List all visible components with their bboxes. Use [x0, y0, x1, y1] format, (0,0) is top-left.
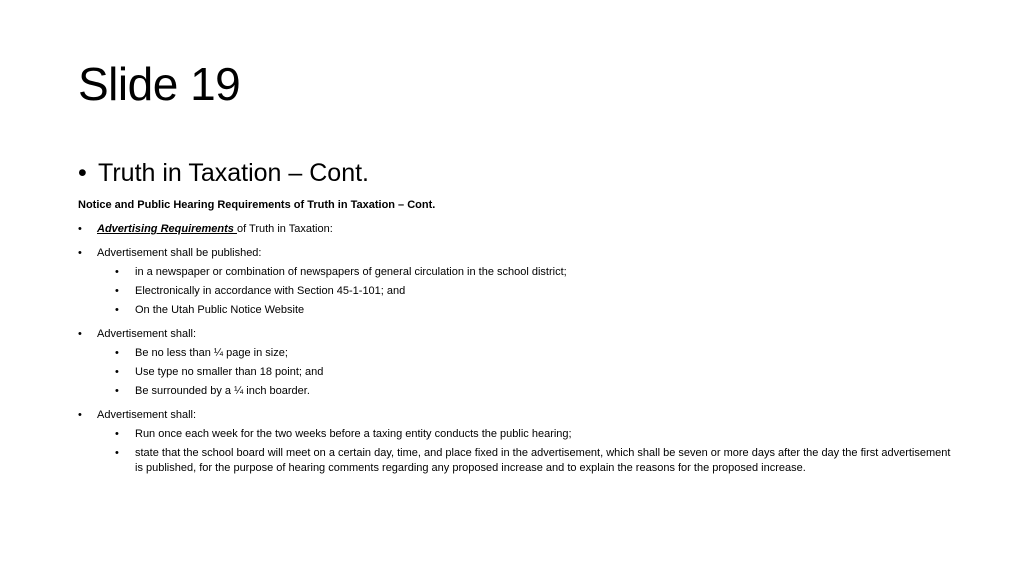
group-schedule — [78, 408, 958, 476]
group-size — [78, 327, 958, 399]
advertising-bullet — [78, 222, 958, 237]
advertising-rest: of Truth in Taxation: — [236, 223, 333, 235]
advertising-emphasis: Advertising Requirements — [97, 223, 237, 235]
list-item: • in a newspaper or combination of newspapers of general circulation in the school district; — [135, 265, 958, 280]
list-item: • On the Utah Public Notice Website — [135, 303, 958, 318]
list-item: • Be no less than ¼ page in size; — [135, 346, 958, 361]
group-label: • Advertisement shall: — [78, 408, 958, 423]
list-item: • Run once each week for the two weeks before a taxing entity conducts the public hearing; — [135, 427, 958, 442]
group-label: • Advertisement shall be published: — [78, 246, 958, 261]
list-item: • Electronically in accordance with Section 45-1-101; and — [135, 284, 958, 299]
main-bullet: • Truth in Taxation – Cont. — [78, 156, 958, 190]
slide-content — [78, 156, 958, 485]
group-label: • Advertisement shall: — [78, 327, 958, 342]
subheading: Notice and Public Hearing Requirements of Truth in Taxation – Cont. — [78, 199, 436, 211]
slide-title: Slide 19 — [78, 58, 241, 110]
group-published — [78, 246, 958, 318]
list-item: • Be surrounded by a ¼ inch boarder. — [135, 384, 958, 399]
list-item: • state that the school board will meet on a certain day, time, and place fixed in the advertisement, which shall be seven or more days after the day the first advertisement is published, for the purpose of hearing comments regarding any proposed increase and to explain the reasons for the proposed increase. — [135, 446, 958, 476]
list-item: • Use type no smaller than 18 point; and — [135, 365, 958, 380]
